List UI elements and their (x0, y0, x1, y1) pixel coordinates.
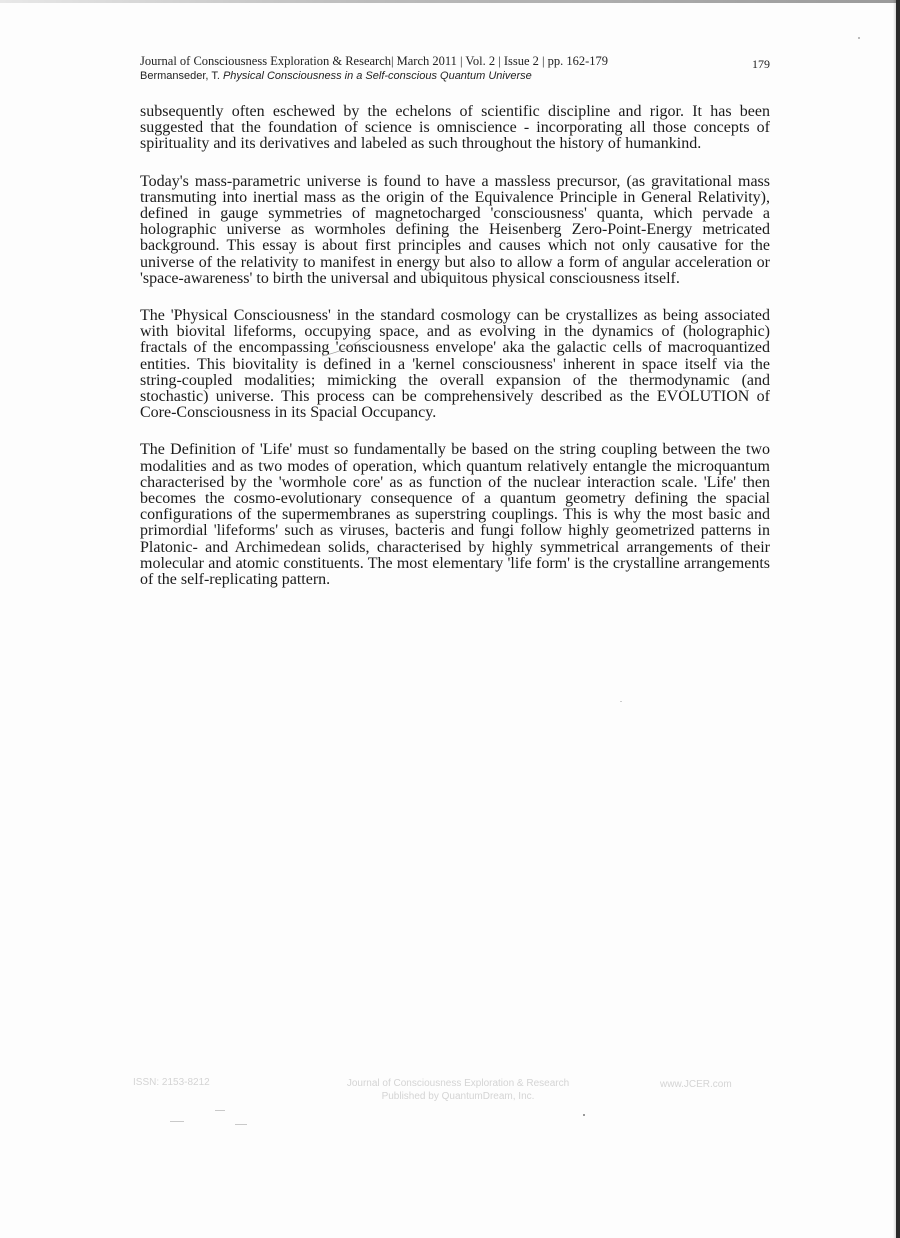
paragraph: The Definition of 'Life' must so fundamentally be based on the string coupling between the two modalities and as two modes of operation, which quantum relatively entangle the microquantum characterised by the 'wormhole core' as as function of the nuclear interaction scale. 'Life' then becomes the cosmo-evolutionary consequence of a quantum geometry defining the spacial configurations of the supermembranes as superstring couplings. This is why the most basic and primordial 'lifeforms' such as viruses, bacteris and fungi follow highly geometrized patterns in Platonic- and Archimedean solids, characterised by highly symmetrical arrangements of their molecular and atomic constituents. The most elementary 'life form' is the crystalline arrangements of the self-replicating pattern. (140, 441, 770, 589)
scan-speck (235, 1124, 247, 1125)
author-name: Bermanseder, T. (140, 70, 220, 82)
footer-publisher: Published by QuantumDream, Inc. (381, 1091, 535, 1102)
scan-speck (215, 1110, 225, 1111)
author-title-line (140, 69, 780, 84)
footer-issn: ISSN: 2153-8212 (133, 1077, 210, 1088)
pen-mark (320, 330, 380, 360)
paragraph: Today's mass-parametric universe is found to have a massless precursor, (as gravitational mass transmuting into inertial mass as the origin of the Equivalence Principle in General Relativity), defined in gauge symmetries of magnetocharged 'consciousness' quanta, which pervade a holographic universe as wormholes defining the Heisenberg Zero-Point-Energy metricated background. This essay is about first principles and causes which not only causative for the universe of the relativity to manifest in energy but also to allow a form of angular acceleration or 'space-awareness' to birth the universal and ubiquitous physical consciousness itself. (140, 172, 770, 287)
article-title: Physical Consciousness in a Self-conscious Quantum Universe (222, 70, 532, 82)
footer-journal-name: Journal of Consciousness Exploration & Research (346, 1078, 570, 1089)
scan-top-edge (0, 0, 900, 3)
paragraph: The 'Physical Consciousness' in the standard cosmology can be crystallizes as being associated with biovital lifeforms, occupying space, and as evolving in the dynamics of (holographic) fractals of the encompassing 'consciousness envelope' aka the galactic cells of macroquantized entities. This biovitality is defined in a 'kernel consciousness' inherent in space itself via the string-coupled modalities; mimicking the overall expansion of the thermodynamic (and stochastic) universe. This process can be comprehensively described as the EVOLUTION of Core-Consciousness in its Spacial Occupancy. (140, 307, 770, 422)
scan-right-edge (896, 0, 900, 1238)
scan-speck (858, 37, 860, 39)
scan-speck (620, 701, 622, 702)
journal-citation: Journal of Consciousness Exploration & Research| March 2011 | Vol. 2 | Issue 2 | pp. 162-179 (140, 54, 609, 68)
running-header (140, 54, 780, 84)
paragraph: subsequently often eschewed by the echelons of scientific discipline and rigor. It has been suggested that the foundation of science is omniscience - incorporating all those concepts of spirituality and its derivatives and labeled as such throughout the history of humankind. (140, 103, 770, 153)
footer-journal-info (343, 1077, 573, 1103)
footer-website: www.JCER.com (660, 1079, 732, 1090)
scan-speck (170, 1121, 184, 1122)
scan-speck (583, 1114, 585, 1116)
article-body (140, 104, 770, 609)
page-number: 179 (752, 57, 770, 71)
